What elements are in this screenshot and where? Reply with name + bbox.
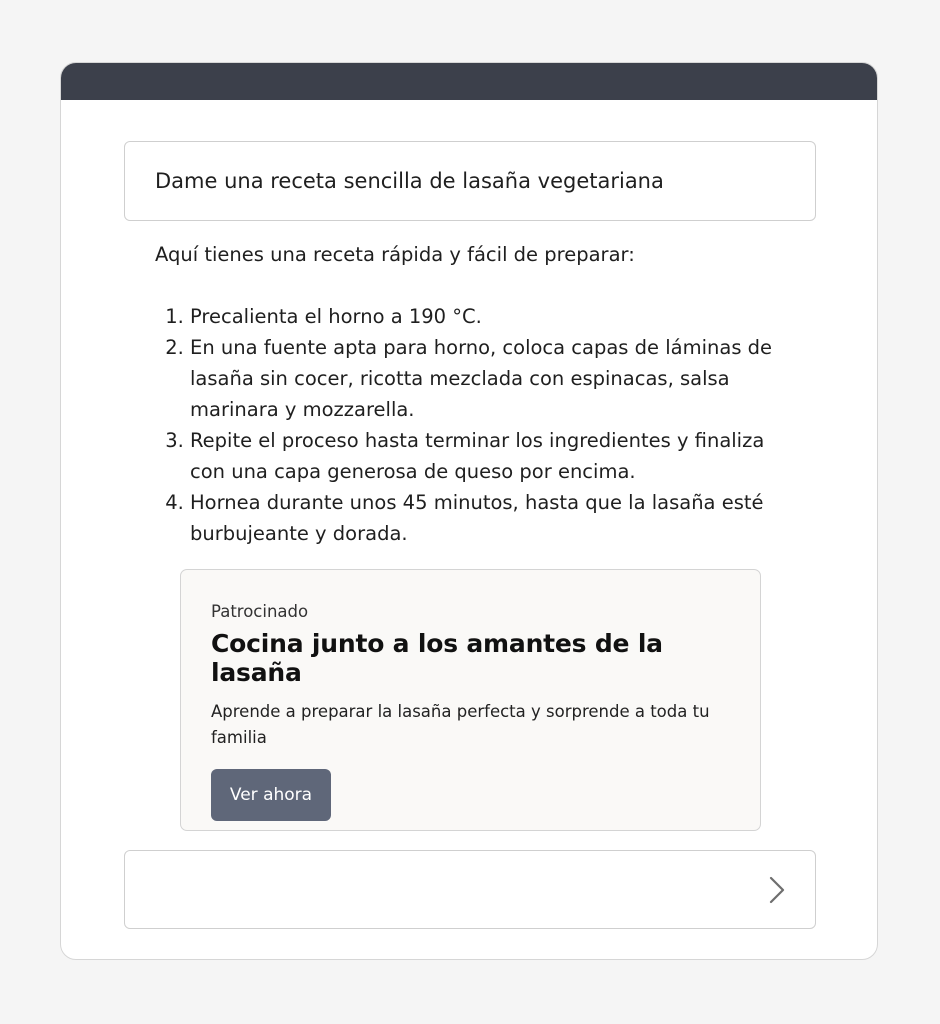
recipe-step: 3. Repite el proceso hasta terminar los ingredientes y finaliza con una capa generosa de queso por encima. — [190, 425, 795, 487]
recipe-step: 1. Precalienta el horno a 190 °C. — [190, 301, 795, 332]
sponsored-card — [180, 569, 761, 831]
recipe-step: 2. En una fuente apta para horno, coloca capas de láminas de lasaña sin cocer, ricotta mezclada con espinacas, salsa marinara y mozzarella. — [190, 332, 795, 425]
chevron-right-icon[interactable] — [761, 875, 791, 905]
ad-title: Cocina junto a los amantes de la lasaña — [211, 629, 663, 687]
user-message — [124, 141, 816, 221]
ad-description: Aprende a preparar la lasaña perfecta y sorprende a toda tu familia — [211, 702, 710, 747]
sponsored-label: Patrocinado — [211, 602, 309, 621]
message-input[interactable] — [124, 850, 816, 929]
user-message-text: Dame una receta sencilla de lasaña vegetariana — [155, 169, 664, 193]
recipe-steps — [155, 301, 795, 549]
assistant-response — [155, 239, 795, 549]
response-intro: Aquí tienes una receta rápida y fácil de preparar: — [155, 243, 635, 266]
recipe-step: 4. Hornea durante unos 45 minutos, hasta que la lasaña esté burbujeante y dorada. — [190, 487, 795, 549]
chat-window — [60, 62, 878, 960]
title-bar — [61, 63, 877, 100]
view-now-button[interactable]: Ver ahora — [211, 769, 331, 821]
